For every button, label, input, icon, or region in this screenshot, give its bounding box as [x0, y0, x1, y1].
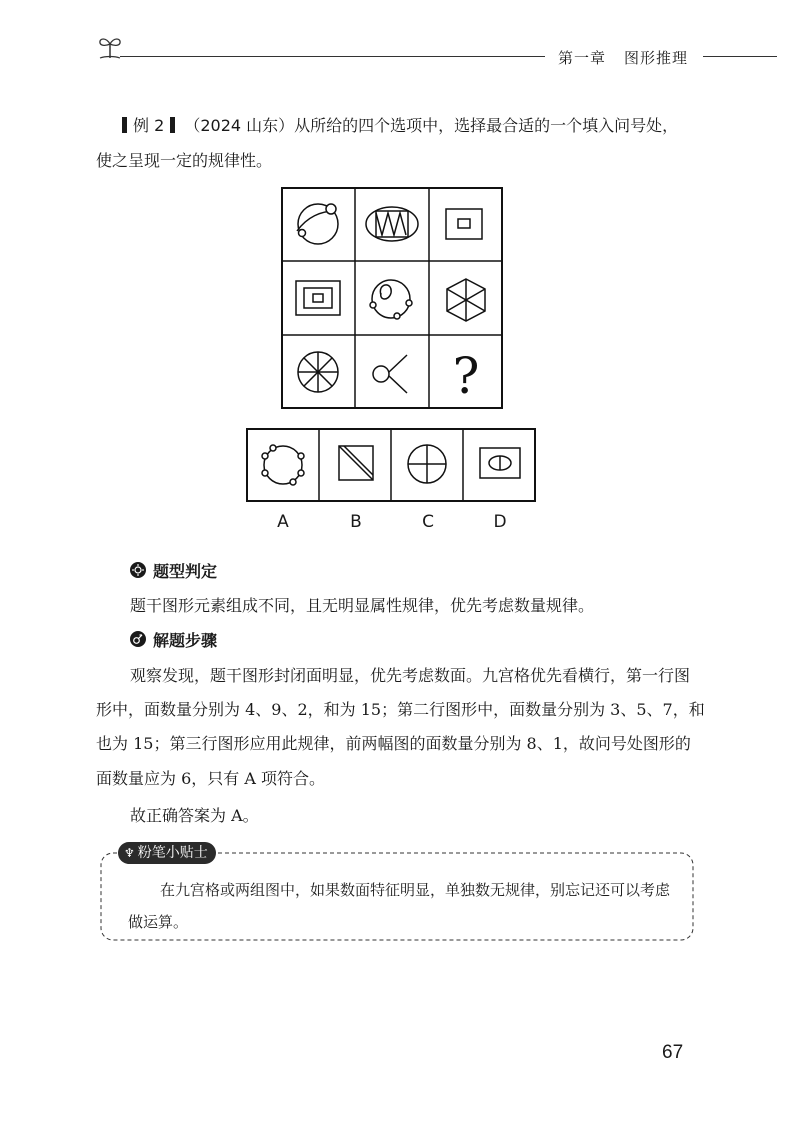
- option-d-figure: [480, 448, 520, 478]
- steps-line: 面数量应为 6，只有 A 项符合。: [96, 769, 325, 788]
- answer-options: [246, 428, 536, 502]
- question-mark: ?: [452, 347, 480, 405]
- cell-1-3-figure: [446, 209, 482, 239]
- cell-1-1-figure: [297, 204, 338, 244]
- steps-icon: [130, 631, 146, 647]
- running-header: [558, 47, 706, 68]
- tip-text-line: 在九宫格或两组图中，如果数面特征明显，单独数无规律，别忘记还可以考虑: [160, 881, 671, 899]
- option-label-c: C: [422, 512, 434, 532]
- heading-bar-icon: [170, 117, 175, 133]
- option-label-d: D: [493, 512, 507, 532]
- tip-text-line: 做运算。: [128, 913, 189, 931]
- header-rule-right: [703, 56, 777, 57]
- steps-line: 也为 15；第三行图形应用此规律，前两幅图的面数量分别为 8、1，故问号处图形的: [96, 734, 691, 753]
- option-c-figure: [408, 445, 446, 483]
- option-b-figure: [339, 446, 373, 480]
- option-label-b: B: [350, 512, 362, 532]
- section-text-type: 题干图形元素组成不同，且无明显属性规律，优先考虑数量规律。: [130, 596, 595, 615]
- section-title-type: 题型判定: [153, 562, 218, 581]
- puzzle-grid: [281, 187, 503, 409]
- example-label: 例 2: [133, 116, 165, 135]
- section-title-steps: 解题步骤: [153, 631, 218, 650]
- section-label: 图形推理: [624, 49, 689, 67]
- heading-bar-icon: [122, 117, 127, 133]
- page-number: 67: [662, 1042, 684, 1063]
- chapter-label: 第一章: [558, 49, 607, 67]
- cell-2-1-figure: [296, 281, 340, 315]
- answer-line: 故正确答案为 A。: [130, 806, 259, 825]
- cell-1-2-figure: [366, 207, 418, 241]
- option-label-a: A: [277, 512, 289, 532]
- steps-line: 观察发现，题干图形封闭面明显，优先考虑数面。九宫格优先看横行，第一行图: [130, 666, 691, 685]
- sun-icon: [130, 562, 146, 578]
- option-a-figure: [262, 445, 304, 485]
- example-prompt: （2024 山东）从所给的四个选项中，选择最合适的一个填入问号处，: [184, 116, 679, 135]
- cell-3-2-figure: [373, 355, 407, 393]
- tip-badge-label: 粉笔小贴士: [137, 845, 208, 861]
- steps-line: 形中，面数量分别为 4、9、2，和为 15；第二行图形中，面数量分别为 3、5、7，和: [96, 700, 705, 719]
- cell-3-1-figure: [298, 352, 338, 392]
- tip-badge: [118, 842, 216, 864]
- example-heading: [122, 114, 702, 138]
- example-prompt-continued: 使之呈现一定的规律性。: [96, 151, 273, 170]
- cell-2-2-figure: [370, 280, 412, 319]
- header-rule-left: [120, 56, 545, 57]
- cell-2-3-figure: [447, 279, 485, 321]
- sprout-small-icon: ♆: [124, 846, 135, 860]
